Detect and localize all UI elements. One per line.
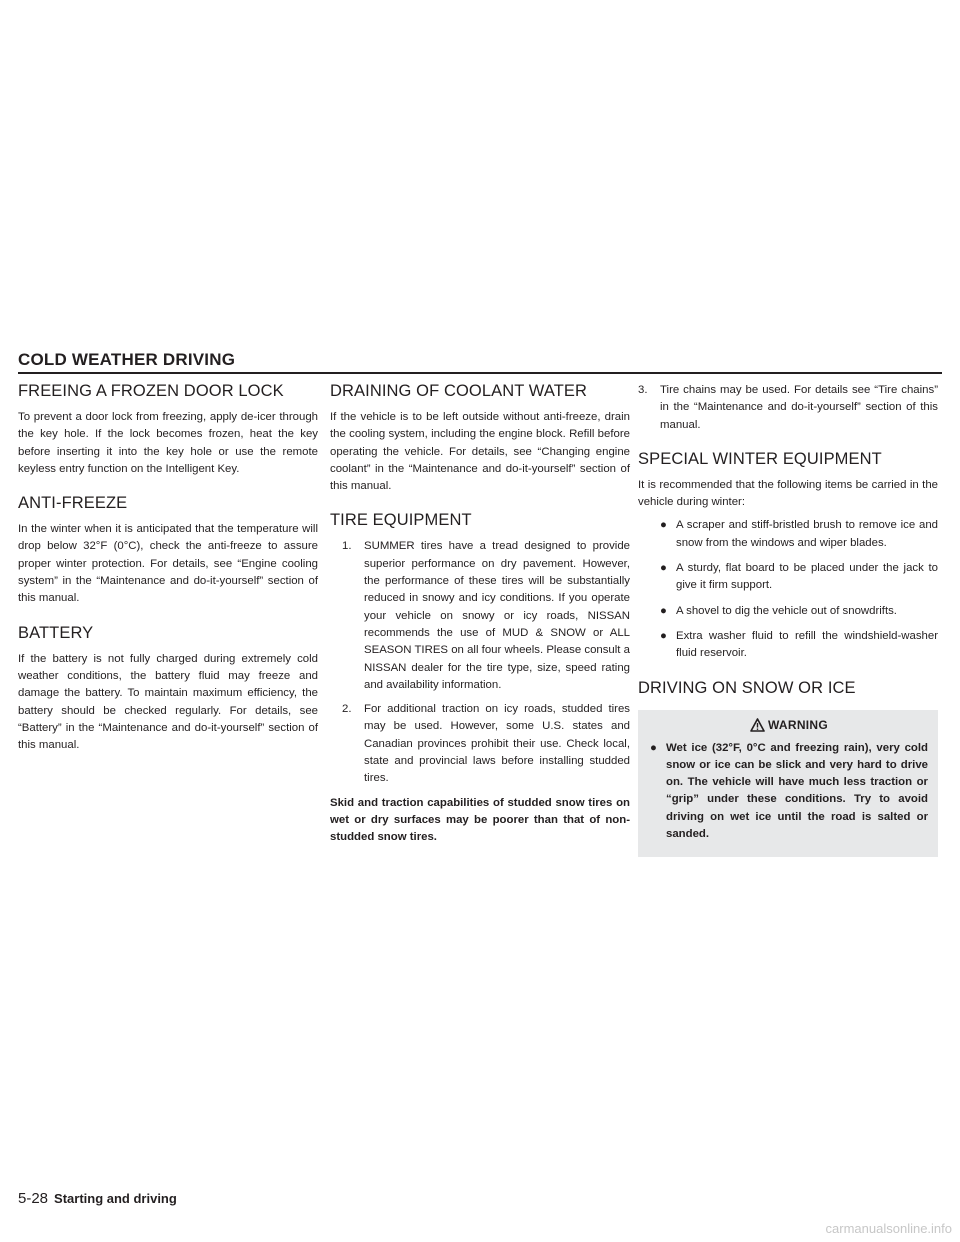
heading-frozen-door-lock: FREEING A FROZEN DOOR LOCK — [18, 382, 284, 400]
column-1 — [18, 382, 318, 754]
paragraph-frozen-door-lock: To prevent a door lock from freezing, apply de-icer through the key hole. If the lock becomes frozen, heat the key before inserting it into the key hole or use the remote keyless entry function on the Intelligent Key. — [18, 411, 318, 475]
heading-anti-freeze: ANTI-FREEZE — [18, 494, 128, 513]
warning-triangle-icon — [750, 718, 765, 732]
warning-text: Wet ice (32°F, 0°C and freezing rain), very cold snow or ice can be slick and very hard to drive on. The vehicle will have much less traction or “grip” under these conditions. Try to avoid driving on wet ice until the road is salted or sanded. — [666, 741, 928, 841]
warning-header — [650, 718, 928, 732]
list-text: Extra washer fluid to refill the windshield-washer fluid reservoir. — [676, 629, 938, 660]
watermark-link[interactable]: carmanualsonline.info — [825, 1221, 952, 1236]
list-text: For additional traction on icy roads, studded tires may be used. However, some U.S. states and Canadian provinces prohibit their use. Check local, state and provincial laws before installing studded tires. — [364, 703, 630, 785]
heading-tire-equipment: TIRE EQUIPMENT — [330, 511, 472, 530]
page-number: 5-28 — [18, 1190, 49, 1207]
heading-special-winter-equipment: SPECIAL WINTER EQUIPMENT — [638, 449, 882, 468]
warning-item — [650, 740, 928, 844]
list-text: A shovel to dig the vehicle out of snowdrifts. — [676, 604, 897, 617]
bullet-icon: ● — [660, 629, 667, 642]
tire-list — [330, 538, 630, 787]
heading-battery: BATTERY — [18, 623, 94, 642]
list-text: SUMMER tires have a tread designed to provide superior performance on dry pavement. However, the performance of these tires will be substantially reduced in snowy and icy conditions. If you operate your vehicle on snowy or icy roads, NISSAN recommends the use of MUD & SNOW or ALL SEASON TIRES on all four wheels. Please consult a NISSAN dealer for the tire type, size, speed rating and availability information. — [364, 540, 630, 691]
list-number: 1. — [342, 540, 352, 553]
list-item — [638, 382, 938, 434]
bullet-icon: ● — [660, 562, 667, 575]
footer-section-name: Starting and driving — [54, 1191, 177, 1206]
list-number: 2. — [342, 703, 352, 716]
heading-draining-coolant: DRAINING OF COOLANT WATER — [330, 382, 588, 400]
list-item — [330, 538, 630, 694]
paragraph-special-winter-equipment: It is recommended that the following items be carried in the vehicle during winter: — [638, 478, 938, 509]
list-text: Tire chains may be used. For details see “Tire chains” in the “Maintenance and do-it-yourself” section of this manual. — [660, 384, 938, 431]
list-item — [330, 701, 630, 787]
page-footer — [18, 1190, 177, 1207]
paragraph-anti-freeze: In the winter when it is anticipated that the temperature will drop below 32°F (0°C), check the anti-freeze to assure proper winter protection. For details, see “Engine cooling system” in the “Maintenance and do-it-yourself” section of this manual. — [18, 523, 318, 605]
list-item — [638, 603, 938, 620]
section-rule — [18, 372, 942, 374]
paragraph-battery: If the battery is not fully charged during extremely cold weather conditions, the battery fluid may freeze and damage the battery. To maintain maximum efficiency, the battery should be checked regularly. For details, see “Battery” in the “Maintenance and do-it-yourself” section of this manual. — [18, 652, 318, 752]
bullet-icon: ● — [660, 519, 667, 532]
list-number: 3. — [638, 384, 648, 396]
column-3 — [638, 382, 938, 857]
list-item — [638, 517, 938, 552]
list-text: A sturdy, flat board to be placed under the jack to give it firm support. — [676, 562, 938, 592]
list-text: A scraper and stiff-bristled brush to remove ice and snow from the windows and wiper blades. — [676, 519, 938, 549]
heading-driving-on-snow-or-ice: DRIVING ON SNOW OR ICE — [638, 678, 856, 697]
bullet-icon: ● — [660, 604, 667, 617]
paragraph-draining-coolant: If the vehicle is to be left outside without anti-freeze, drain the cooling system, including the engine block. Refill before operating the vehicle. For details, see “Changing engine coolant” in the “Maintenance and do-it-yourself” section of this manual. — [330, 411, 630, 493]
warning-title: WARNING — [767, 717, 829, 732]
winter-equipment-list — [638, 517, 938, 662]
list-item — [638, 560, 938, 595]
warning-box — [638, 710, 938, 858]
paragraph-studded-tires-note: Skid and traction capabilities of studded snow tires on wet or dry surfaces may be poorer than that of non-studded snow tires. — [330, 796, 630, 844]
section-title: COLD WEATHER DRIVING — [18, 350, 236, 369]
column-2 — [330, 382, 630, 847]
bullet-icon: ● — [650, 741, 657, 754]
list-item — [638, 628, 938, 663]
